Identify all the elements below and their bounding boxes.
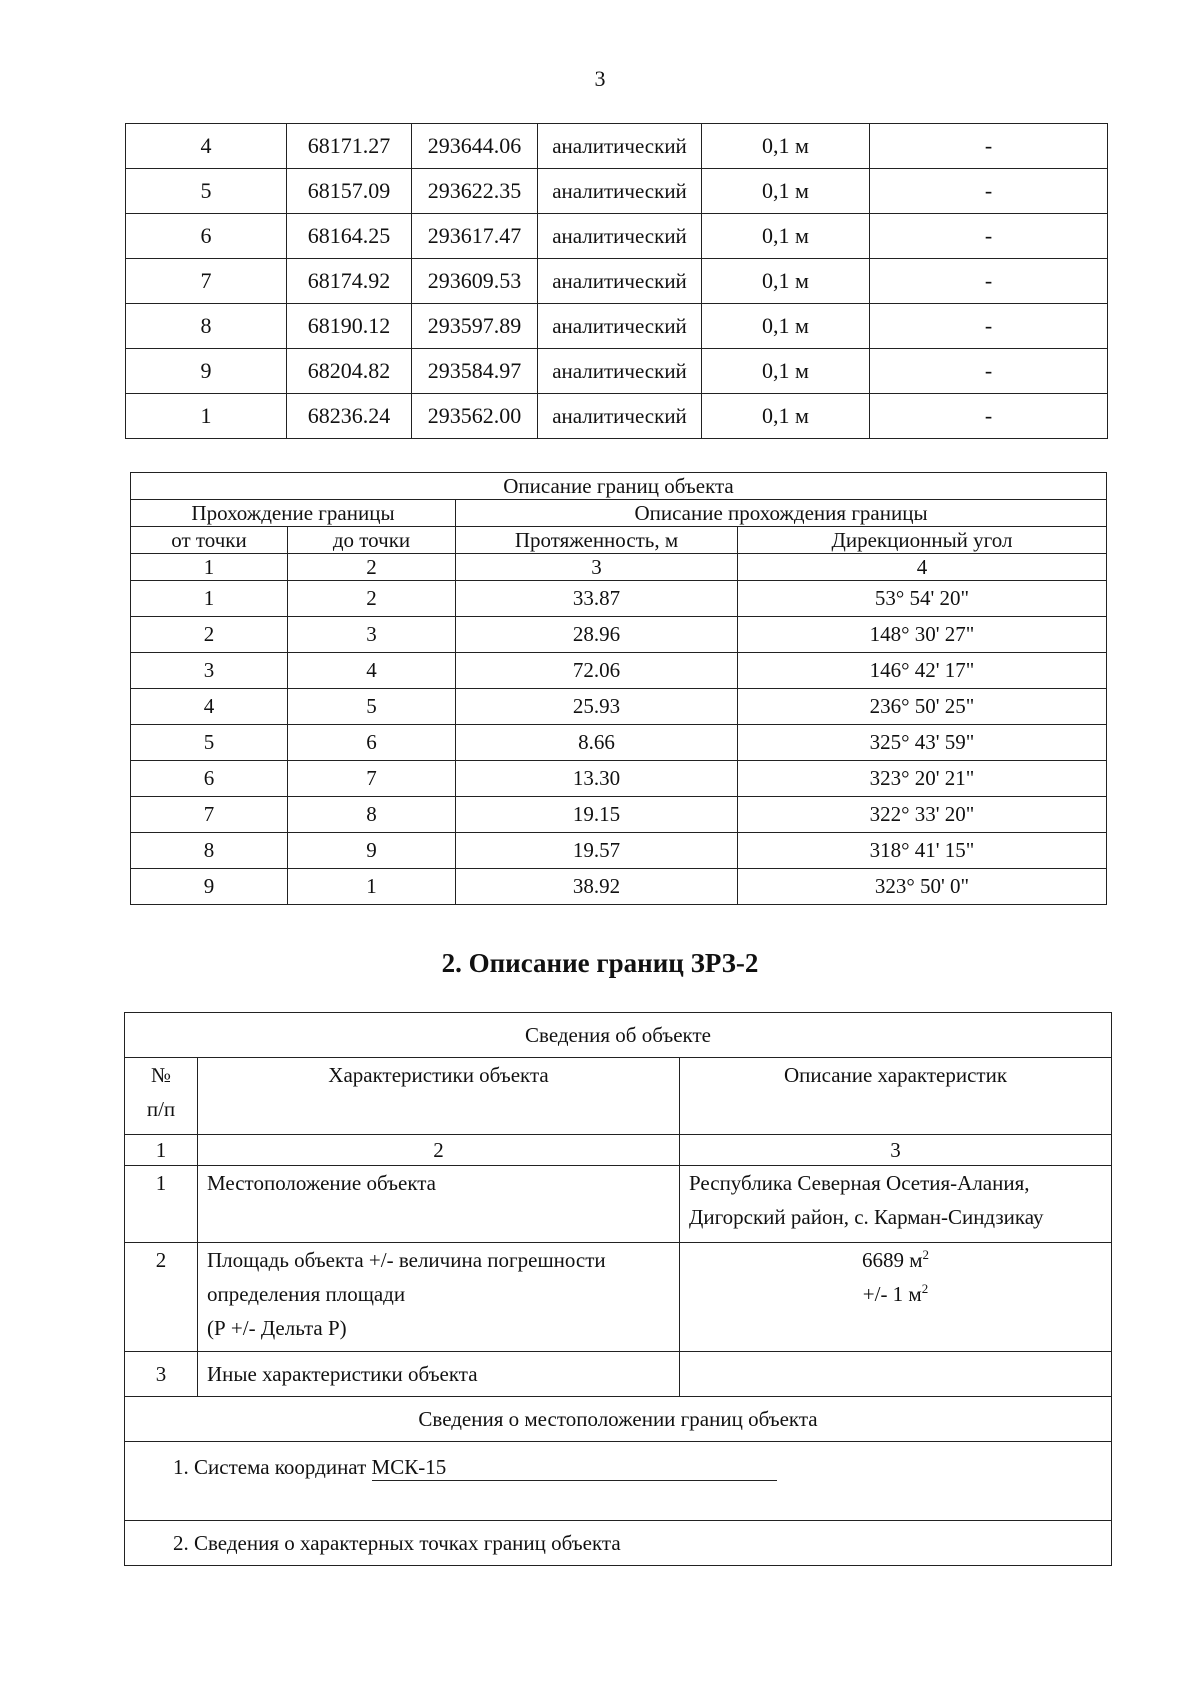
to-point: 6: [288, 725, 456, 761]
boundary-row: [131, 833, 1107, 869]
note: -: [870, 349, 1108, 394]
method: аналитический: [538, 304, 702, 349]
area-unit-sup: 2: [922, 1247, 930, 1262]
num-abbrev: п/п: [146, 1097, 176, 1121]
from-point: 3: [131, 653, 288, 689]
coordinates-table: [125, 123, 1108, 439]
x-coordinate: 68171.27: [287, 124, 412, 169]
accuracy: 0,1 м: [702, 304, 870, 349]
error-unit-sup: 2: [921, 1281, 929, 1296]
location-label: Местоположение объекта: [198, 1166, 680, 1243]
boundary-row: [131, 653, 1107, 689]
boundary-row: [131, 761, 1107, 797]
area-number: 6689 м: [861, 1248, 923, 1272]
boundary-row: [131, 689, 1107, 725]
method: аналитический: [538, 169, 702, 214]
coord-system-value: МСК-15: [372, 1454, 777, 1481]
length: 33.87: [456, 581, 738, 617]
accuracy: 0,1 м: [702, 259, 870, 304]
boundary-group-left: Прохождение границы: [131, 500, 456, 527]
location-line: Республика Северная Осетия-Алания,: [689, 1171, 1030, 1195]
note: -: [870, 124, 1108, 169]
col-number: 2: [198, 1135, 680, 1166]
direction-angle: 146° 42' 17": [738, 653, 1107, 689]
x-coordinate: 68157.09: [287, 169, 412, 214]
coordinate-row: [126, 169, 1108, 214]
col-number: 1: [125, 1135, 198, 1166]
x-coordinate: 68204.82: [287, 349, 412, 394]
coord-system-row: [125, 1442, 1112, 1521]
length: 38.92: [456, 869, 738, 905]
from-point: 1: [131, 581, 288, 617]
location-line: Дигорский район, с. Карман-Синдзикау: [689, 1205, 1044, 1229]
col-number: 1: [131, 554, 288, 581]
point-number: 1: [126, 394, 287, 439]
x-coordinate: 68174.92: [287, 259, 412, 304]
characteristic-points-label: 2. Сведения о характерных точках границ объекта: [125, 1521, 1112, 1566]
accuracy: 0,1 м: [702, 169, 870, 214]
object-info-table: [124, 1012, 1112, 1566]
direction-angle: 53° 54' 20": [738, 581, 1107, 617]
length: 72.06: [456, 653, 738, 689]
method: аналитический: [538, 124, 702, 169]
to-point: 4: [288, 653, 456, 689]
object-info-header: Сведения об объекте: [125, 1013, 1112, 1058]
point-number: 4: [126, 124, 287, 169]
col-number: 3: [680, 1135, 1112, 1166]
col-char-header: Характеристики объекта: [198, 1058, 680, 1135]
method: аналитический: [538, 349, 702, 394]
direction-angle: 323° 20' 21": [738, 761, 1107, 797]
from-point: 9: [131, 869, 288, 905]
boundary-row: [131, 869, 1107, 905]
direction-angle: 323° 50' 0": [738, 869, 1107, 905]
direction-angle: 318° 41' 15": [738, 833, 1107, 869]
length: 28.96: [456, 617, 738, 653]
other-characteristics-label: Иные характеристики объекта: [198, 1352, 680, 1397]
point-number: 8: [126, 304, 287, 349]
col-from-header: от точки: [131, 527, 288, 554]
area-error: +/- 1 м: [862, 1282, 922, 1306]
location-section-header: Сведения о местоположении границ объекта: [125, 1397, 1112, 1442]
to-point: 1: [288, 869, 456, 905]
point-number: 7: [126, 259, 287, 304]
boundary-description-table: [130, 472, 1107, 905]
col-number: 2: [288, 554, 456, 581]
length: 25.93: [456, 689, 738, 725]
to-point: 7: [288, 761, 456, 797]
col-number: 4: [738, 554, 1107, 581]
num-sign: №: [150, 1063, 172, 1087]
to-point: 9: [288, 833, 456, 869]
area-label-line: (Р +/- Дельта Р): [207, 1316, 347, 1340]
accuracy: 0,1 м: [702, 214, 870, 259]
direction-angle: 148° 30' 27": [738, 617, 1107, 653]
area-label-line: Площадь объекта +/- величина погрешности: [207, 1248, 606, 1272]
to-point: 2: [288, 581, 456, 617]
boundary-row: [131, 617, 1107, 653]
from-point: 5: [131, 725, 288, 761]
to-point: 3: [288, 617, 456, 653]
section-title: 2. Описание границ ЗРЗ-2: [441, 948, 759, 978]
length: 19.57: [456, 833, 738, 869]
coordinate-row: [126, 349, 1108, 394]
x-coordinate: 68190.12: [287, 304, 412, 349]
col-number: 3: [456, 554, 738, 581]
area-label: [198, 1243, 680, 1352]
direction-angle: 236° 50' 25": [738, 689, 1107, 725]
note: -: [870, 304, 1108, 349]
page-number: 3: [594, 66, 606, 91]
y-coordinate: 293597.89: [412, 304, 538, 349]
boundary-row: [131, 725, 1107, 761]
boundary-table-title: Описание границ объекта: [131, 473, 1107, 500]
y-coordinate: 293562.00: [412, 394, 538, 439]
note: -: [870, 169, 1108, 214]
accuracy: 0,1 м: [702, 394, 870, 439]
y-coordinate: 293617.47: [412, 214, 538, 259]
x-coordinate: 68236.24: [287, 394, 412, 439]
col-length-header: Протяженность, м: [456, 527, 738, 554]
coordinate-row: [126, 304, 1108, 349]
coordinate-row: [126, 394, 1108, 439]
other-characteristics-value: [680, 1352, 1112, 1397]
note: -: [870, 214, 1108, 259]
point-number: 6: [126, 214, 287, 259]
coordinate-row: [126, 124, 1108, 169]
accuracy: 0,1 м: [702, 349, 870, 394]
to-point: 8: [288, 797, 456, 833]
y-coordinate: 293644.06: [412, 124, 538, 169]
method: аналитический: [538, 259, 702, 304]
from-point: 8: [131, 833, 288, 869]
length: 13.30: [456, 761, 738, 797]
from-point: 2: [131, 617, 288, 653]
x-coordinate: 68164.25: [287, 214, 412, 259]
row-number: 1: [125, 1166, 198, 1243]
y-coordinate: 293622.35: [412, 169, 538, 214]
coord-system-label: 1. Система координат: [173, 1455, 367, 1479]
accuracy: 0,1 м: [702, 124, 870, 169]
note: -: [870, 394, 1108, 439]
from-point: 7: [131, 797, 288, 833]
coordinate-row: [126, 214, 1108, 259]
y-coordinate: 293584.97: [412, 349, 538, 394]
point-number: 9: [126, 349, 287, 394]
direction-angle: 325° 43' 59": [738, 725, 1107, 761]
row-number: 2: [125, 1243, 198, 1352]
boundary-group-right: Описание прохождения границы: [456, 500, 1107, 527]
from-point: 4: [131, 689, 288, 725]
col-angle-header: Дирекционный угол: [738, 527, 1107, 554]
method: аналитический: [538, 394, 702, 439]
direction-angle: 322° 33' 20": [738, 797, 1107, 833]
boundary-row: [131, 581, 1107, 617]
length: 19.15: [456, 797, 738, 833]
area-label-line: определения площади: [207, 1282, 406, 1306]
note: -: [870, 259, 1108, 304]
col-num-header: [125, 1058, 198, 1135]
length: 8.66: [456, 725, 738, 761]
to-point: 5: [288, 689, 456, 725]
location-value: [680, 1166, 1112, 1243]
coordinate-row: [126, 259, 1108, 304]
point-number: 5: [126, 169, 287, 214]
boundary-row: [131, 797, 1107, 833]
col-desc-header: Описание характеристик: [680, 1058, 1112, 1135]
col-to-header: до точки: [288, 527, 456, 554]
area-value: [680, 1243, 1112, 1352]
y-coordinate: 293609.53: [412, 259, 538, 304]
from-point: 6: [131, 761, 288, 797]
method: аналитический: [538, 214, 702, 259]
row-number: 3: [125, 1352, 198, 1397]
